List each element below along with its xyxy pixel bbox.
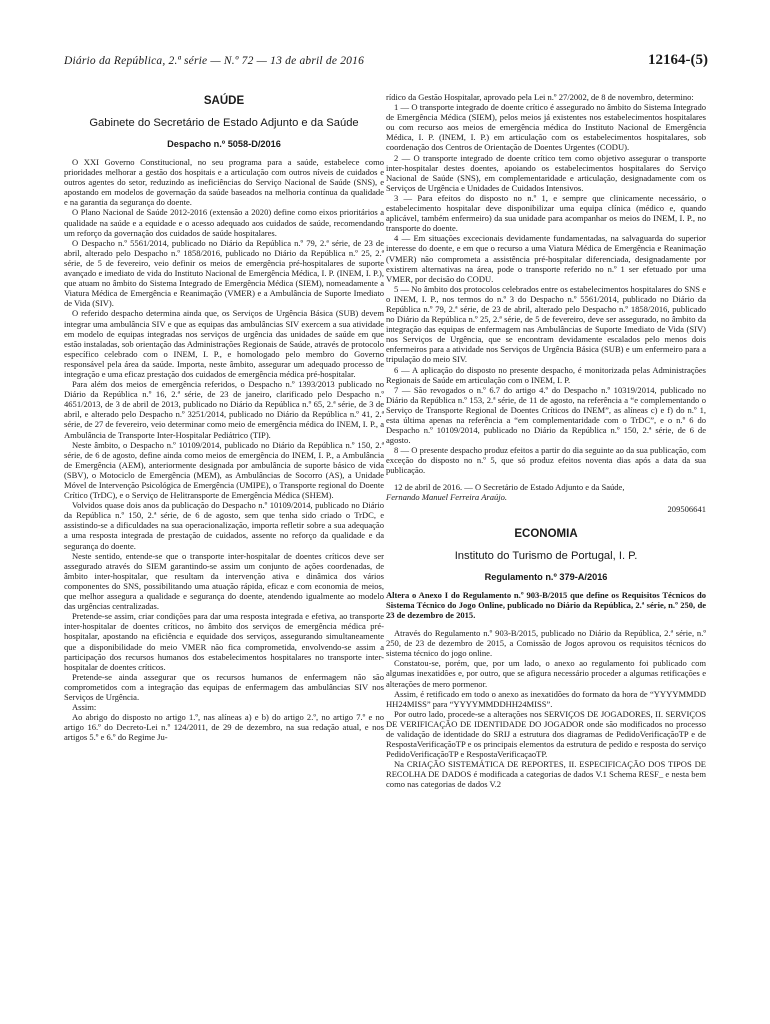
paragraph: rídico da Gestão Hospitalar, aprovado pela Lei n.º 27/2002, de 8 de novembro, determino: [386,92,694,102]
paragraph: O XXI Governo Constitucional, no seu programa para a saúde, estabelece como prioridades melhorar a gestão dos hospitais e a articulação com outros níveis de cuidados e outros agentes do setor, reduzindo as ineficiências do Serviço Nacional de Saúde (SNS), e apostando em modelos de governação da saúde baseados na melhoria contínua da qualidade e na garantia da segurança do doente. [64,157,384,208]
office-title: Instituto do Turismo de Portugal, I. P. [454,549,638,562]
paragraph: Volvidos quase dois anos da publicação do Despacho n.º 10109/2014, publicado no Diário da República n.º 150, 2.ª série, de 6 de agosto, sem que tenha sido criado o TrDC, e assistindo-se a dificuldades na sua operacionalização, importa refletir sobre a sua adequação a uma resposta integrada de prestação de cuidados, assente no reforço da qualidade e da segurança do doente. [64,500,384,551]
paragraph: Na CRIAÇÃO SISTEMÁTICA DE REPORTES, II. ESPECIFICAÇÃO DOS TIPOS DE RECOLHA DE DADOS é modificada a categorias de dados V.1 Schema RESF_ e nesta bem como nas categorias de dados V.2 [386,759,706,790]
paragraph: Para além dos meios de emergência referidos, o Despacho n.º 1393/2013 publicado no Diário da República n.º 16, 2.ª série, de 23 de janeiro, clarificado pelo Despacho n.º 4651/2013, de 3 de abril de 2013, publicado no Diário da República n.º 65, 2.ª série, de 3 de abril, e alterado pelo Despacho n.º 3251/2014, publicado no Diário da República n.º 41, 2.ª série, de 27 de fevereiro, veio determinar como meio de emergência médica do INEM, I. P., a Ambulância de Transporte Inter-Hospitalar Pediátrico (TIP). [64,379,384,440]
paragraph: Ao abrigo do disposto no artigo 1.º, nas alíneas a) e b) do artigo 2.º, no artigo 7.º e no artigo 16.º do Decreto-Lei n.º 124/2011, de 29 de dezembro, na sua redação atual, e nos artigos 5.º e 6.º do Regime Ju- [64,712,384,743]
journal-reference: Diário da República, 2.ª série — N.º 72 — 13 de abril de 2016 [64,55,365,67]
paragraph: Através do Regulamento n.º 903-B/2015, publicado no Diário da República, 2.ª série, n.º 250, de 23 de dezembro de 2015, a Comissão de Jogos aprovou os requisitos técnicos do sistema técnico do jogo online. [386,628,706,659]
paragraph: 6 — A aplicação do disposto no presente despacho, é monitorizada pelas Administrações Regionais de Saúde em articulação com o INEM, I. P. [386,364,706,385]
page-header [64,53,708,73]
paragraph: Constatou-se, porém, que, por um lado, o anexo ao regulamento foi publicado com algumas inexatidões e, por outro, que se afigura necessário proceder a algumas retificações e alterações de mero pormenor. [386,658,706,689]
paragraph: 1 — O transporte integrado de doente crítico é assegurado no âmbito do Sistema Integrado de Emergência Médica (SIEM), pelos meios já existentes nos estabelecimentos hospitalares ou com recurso aos meios de emergência médica do Instituto Nacional de Emergência Médica, I. P. (INEM, I. P.) em articulação com os estabelecimentos hospitalares, sob coordenação dos Centros de Orientação de Doentes Urgentes (CODU). [386,102,706,153]
paragraph: Neste âmbito, o Despacho n.º 10109/2014, publicado no Diário da República n.º 150, 2.ª série, de 6 de agosto, define ainda como meios de emergência do INEM, I. P., a Ambulância de Emergência (AEM), anteriormente designada por ambulância de suporte básico de vida (SBV), o Motociclo de Emergência (MEM), as Ambulâncias de Socorro (AS), a Unidade Móvel de Intervenção Psicológica de Emergência (UMIPE), o Transporte regional do Doente Crítico (TrDC), e o Serviço de Helitransporte de Emergência Médica (SHEM). [64,439,384,501]
paragraph: 7 — São revogados o n.º 6.7 do artigo 4.º do Despacho n.º 10319/2014, publicado no Diário da República n.º 153, 2.ª série, de 11 de agosto, na referência a “e complementando o Serviço de Transporte Regional de Doentes Críticos do INEM”, as alíneas c) e f) do n.º 1, esta última apenas na referência a “em complementaridade com o TrDC”, e o n.º 6 do Despacho n.º 10109/2014, publicado no Diário da República n.º 150, 2.ª série, de 6 de agosto. [386,384,706,446]
dispatch-title: Despacho n.º 5058-D/2016 [167,139,281,149]
section-title-saude: SAÚDE [203,95,245,107]
document-code: 209506641 [667,503,706,514]
paragraph: Por outro lado, procede-se a alterações nos SERVIÇOS DE JOGADORES, II. SERVIÇOS DE VERIFICAÇÃO DE IDENTIDADE DO JOGADOR onde são modificados no processo de validação de identidade do SRIJ a estrutura dos diagramas de PedidoVerificaçãoTP e de RespostaVerificaçãoTP e os principais elementos da estrutura de pedido e resposta do serviço PedidoVerificaçãoTP e RespostaVerificaçaoTP. [386,708,706,760]
office-title: Gabinete do Secretário de Estado Adjunto e da Saúde [89,117,359,129]
paragraph: Pretende-se ainda assegurar que os recursos humanos de enfermagem não são comprometidos com a integração das equipas de enfermagem das ambulâncias SIV nos Serviços de Urgência. [64,671,384,702]
paragraph: Assim, é retificado em todo o anexo as inexatidões do formato da hora de “YYYYMMDD HH24MISS” para “YYYYMMDDHH24MISS”. [386,688,706,709]
section-title-economia: ECONOMIA [514,527,578,540]
paragraph: 3 — Para efeitos do disposto no n.º 1, e sempre que clinicamente necessário, o estabelecimento hospitalar deve disponibilizar uma equipa clínica (médico e, quando aplicável, também enfermeiro) da sua unidade para acompanhar os meios do INEM, I. P., no transporte do doente. [386,192,706,234]
paragraph: O Despacho n.º 5561/2014, publicado no Diário da República n.º 79, 2.ª série, de 23 de abril, alterado pelo Despacho n.º 1858/2016, publicado no Diário da República n.º 25, 2.ª série, de 5 de fevereiro, veio definir os meios de emergência pré-hospitalares de suporte avançado e imediato de vida do Instituto Nacional de Emergência Médica, I. P. (INEM, I. P.), que atuam no âmbito do Sistema Integrado de Emergência Médica (SIEM), nomeadamente a Viatura Médica de Emergência e Reanimação (VMER) e a Ambulância de Suporte Imediato de Vida (SIV). [64,237,384,309]
regulation-title: Regulamento n.º 379-A/2016 [484,571,608,582]
paragraph: 2 — O transporte integrado de doente crítico tem como objetivo assegurar o transporte inter-hospitalar destes doentes, apoiando os estabelecimentos hospitalares do Serviço Nacional de Saúde (SNS), em complementaridade e articulação, designadamente com os Serviços de Urgência e Unidades de Cuidados Intensivos. [386,152,706,193]
paragraph: Assim: [72,702,97,713]
paragraph: 5 — No âmbito dos protocolos celebrados entre os estabelecimentos hospitalares do SNS e o INEM, I. P., nos termos do n.º 3 do Despacho n.º 5561/2014, publicado no Diário da República n.º 79, 2.ª série, de 23 de abril, alterado pelo Despacho n.º 1858/2016, publicado no Diário da República n.º 25, 2.ª série, de 5 de fevereiro, deve ser assegurado, no âmbito da integração das equipas de enfermagem nas Ambulâncias de Suporte Imediato de Vida (SIV) nos Serviços de Urgência, que se encontram devidamente escalados pelo menos dois enfermeiros para a atividade nos Serviços de Urgência Básica (SUB) e um enfermeiro para a tripulação do meio SIV. [386,283,706,365]
signatory-name: Fernando Manuel Ferreira Araújo. [386,491,508,502]
paragraph: O referido despacho determina ainda que, os Serviços de Urgência Básica (SUB) devem integrar uma ambulância SIV e que as equipas das ambulâncias SIV exercem a sua atividade em modelo de equipas integradas nos serviços de urgência das unidades de saúde em que estão instaladas, sob orientação das Administrações Regionais de Saúde, através de protocolo específico celebrado com o INEM, I. P., e homologado pelo membro do Governo responsável pela área da saúde. Importa, neste âmbito, assegurar um adequado processo de integração e uma eficaz prestação dos cuidados de emergência médica pré-hospitalar. [64,308,384,379]
paragraph: 8 — O presente despacho produz efeitos a partir do dia seguinte ao da sua publicação, com exceção do disposto no n.º 5, que só produz efeitos noventa dias após a data da sua publicação. [386,445,706,476]
left-column [64,92,384,742]
paragraph: O Plano Nacional de Saúde 2012-2016 (extensão a 2020) define como eixos prioritários a qualidade na saúde e a equidade e o acesso adequado aos cuidados de saúde, recomendando um reforço da governação dos cuidados de saúde hospitalares. [64,207,384,238]
paragraph: Pretende-se assim, criar condições para dar uma resposta integrada e efetiva, ao transporte inter-hospitalar de doentes críticos, no âmbito dos serviços de emergência médica pré-hospitalar, apostando na eficiência e equidade dos serviços, assegurando simultaneamente que a disponibilidade do meio VMER não fica comprometida, envolvendo-se assim a participação dos recursos humanos dos estabelecimentos hospitalares no transporte inter-hospitalar de doentes críticos. [64,611,384,672]
regulation-summary: Altera o Anexo I do Regulamento n.º 903-B/2015 que define os Requisitos Técnicos do Sistema Técnico do Jogo Online, publicado no Diário da República, 2.ª série, n.º 250, de 23 de dezembro de 2015. [386,589,706,620]
page-number: 12164-(5) [648,52,708,68]
right-column [386,92,706,790]
paragraph: Neste sentido, entende-se que o transporte inter-hospitalar de doentes críticos deve ser assegurado através do SIEM garantindo-se assim um conjunto de ações coordenadas, de âmbito inter-hospitalar, que resultam da intervenção ativa e dinâmica dos vários componentes do SNS, possibilitando uma atuação rápida, eficaz e com economia de meios, que melhor assegura a qualidade e segurança do doente, atendendo igualmente ao modelo das urgências centralizadas. [64,550,384,612]
signature-line: 12 de abril de 2016. — O Secretário de Estado Adjunto e da Saúde, [394,481,625,492]
paragraph: 4 — Em situações excecionais devidamente fundamentadas, na salvaguarda do superior interesse do doente, e em que o recurso a uma Viatura Médica de Emergência e Reanimação (VMER) não comprometa a assistência pré-hospitalar diferenciada, designadamente por existirem alternativas na área, pode o transporte referido no n.º 1 ser efetuado por uma VMER, por decisão do CODU. [386,233,706,284]
